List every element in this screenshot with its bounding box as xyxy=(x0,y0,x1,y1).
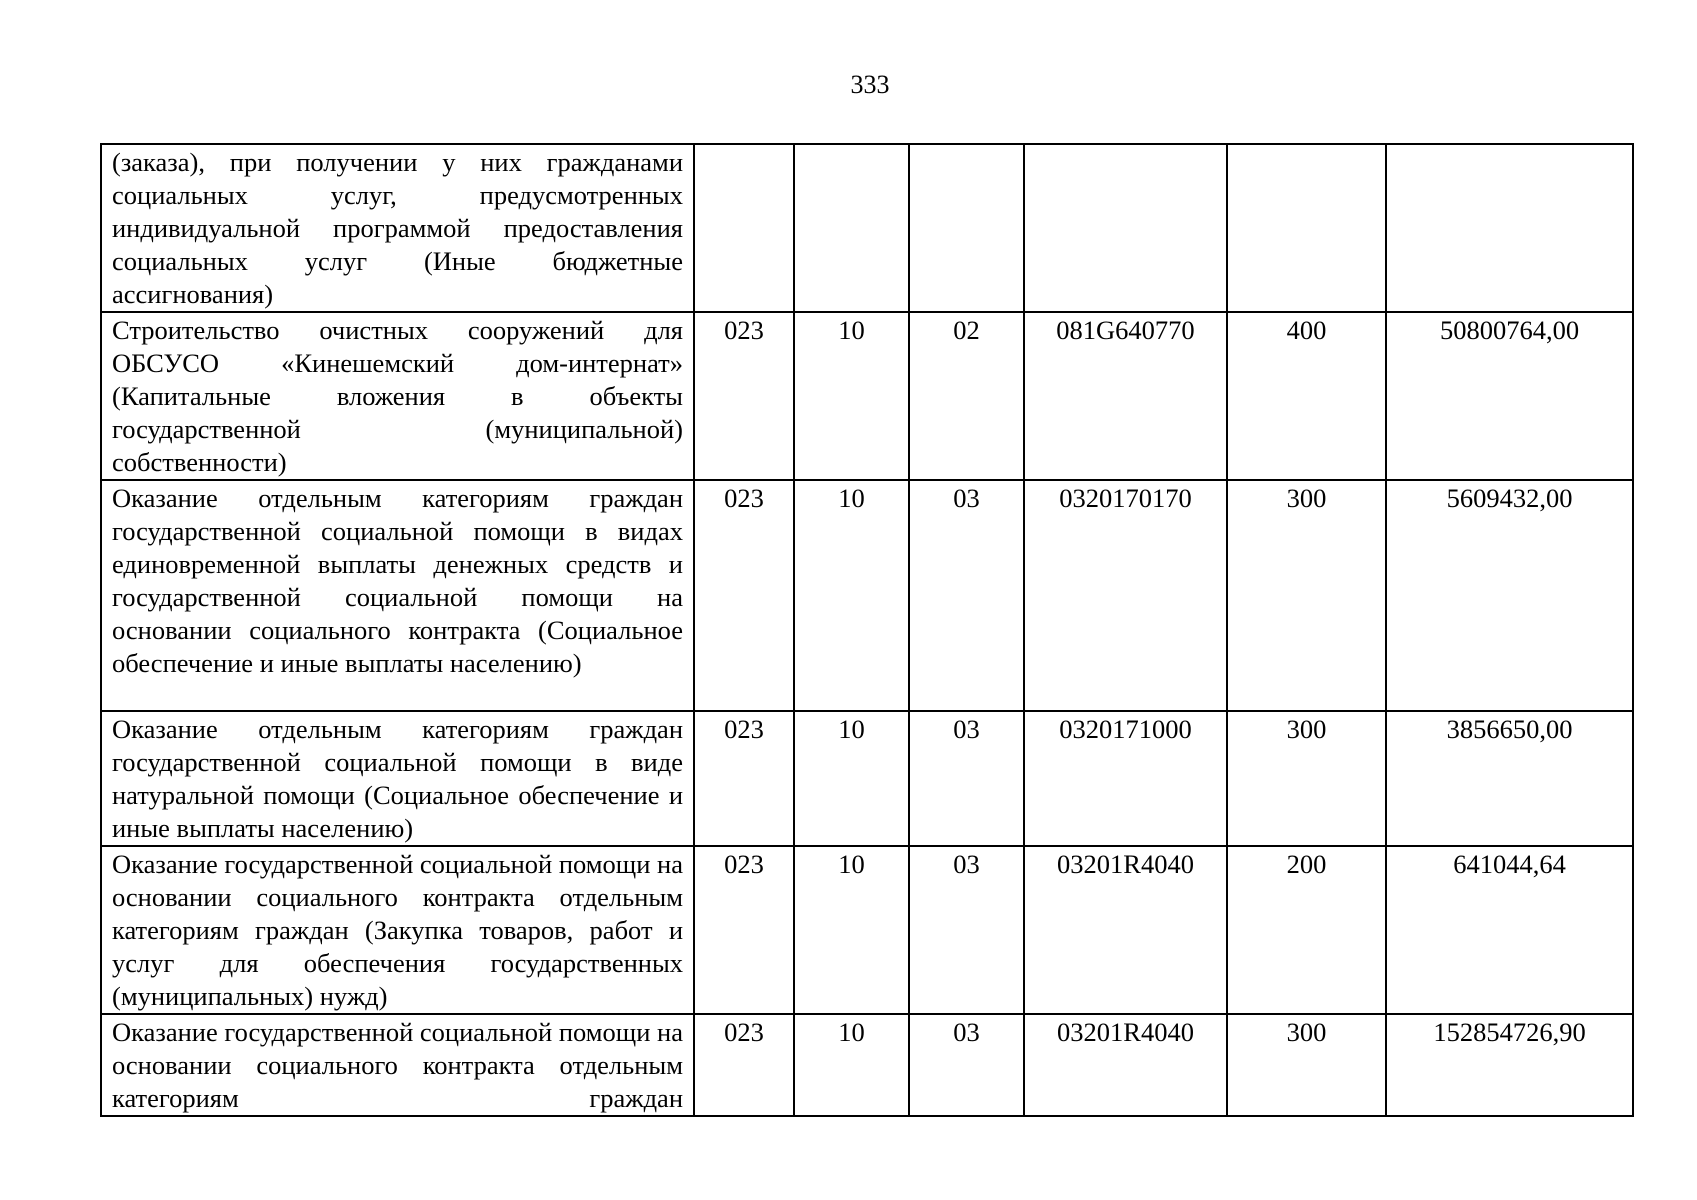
cell-sum: 641044,64 xyxy=(1386,846,1633,1014)
table-row xyxy=(101,480,1633,711)
cell-rz: 10 xyxy=(794,480,909,711)
cell-pr: 03 xyxy=(909,711,1024,846)
cell-csr: 0320170170 xyxy=(1024,480,1227,711)
table-row xyxy=(101,1014,1633,1116)
cell-ved: 023 xyxy=(694,846,794,1014)
cell-vr: 200 xyxy=(1227,846,1386,1014)
table-row xyxy=(101,144,1633,312)
budget-table xyxy=(100,143,1634,1117)
cell-description: Оказание отдельным категориям граждан государственной социальной помощи в виде натуральной помощи (Социальное обеспечение и иные выплаты населению) xyxy=(101,711,694,846)
cell-vr xyxy=(1227,144,1386,312)
cell-csr: 0320171000 xyxy=(1024,711,1227,846)
cell-pr: 02 xyxy=(909,312,1024,480)
cell-sum: 3856650,00 xyxy=(1386,711,1633,846)
cell-sum: 5609432,00 xyxy=(1386,480,1633,711)
cell-description: (заказа), при получении у них гражданами социальных услуг, предусмотренных индивидуальной программой предоставления социальных услуг (Иные бюджетные ассигнования) xyxy=(101,144,694,312)
cell-description: Строительство очистных сооружений для ОБСУСО «Кинешемский дом-интернат» (Капитальные вложения в объекты государственной (муниципальной) собственности) xyxy=(101,312,694,480)
cell-ved: 023 xyxy=(694,711,794,846)
cell-rz: 10 xyxy=(794,711,909,846)
cell-vr: 300 xyxy=(1227,1014,1386,1116)
cell-rz: 10 xyxy=(794,1014,909,1116)
table-row xyxy=(101,711,1633,846)
cell-description: Оказание отдельным категориям граждан государственной социальной помощи в видах единовременной выплаты денежных средств и государственной социальной помощи на основании социального контракта (Социальное обеспечение и иные выплаты населению) xyxy=(101,480,694,711)
cell-vr: 300 xyxy=(1227,480,1386,711)
cell-vr: 400 xyxy=(1227,312,1386,480)
cell-ved xyxy=(694,144,794,312)
cell-rz xyxy=(794,144,909,312)
cell-pr: 03 xyxy=(909,846,1024,1014)
table-row xyxy=(101,312,1633,480)
cell-description: Оказание государственной социальной помощи на основании социального контракта отдельным категориям граждан (Закупка товаров, работ и услуг для обеспечения государственных (муниципальных) нужд) xyxy=(101,846,694,1014)
cell-description: Оказание государственной социальной помощи на основании социального контракта отдельным категориям граждан xyxy=(101,1014,694,1116)
cell-csr: 081G640770 xyxy=(1024,312,1227,480)
cell-csr xyxy=(1024,144,1227,312)
cell-ved: 023 xyxy=(694,312,794,480)
cell-ved: 023 xyxy=(694,480,794,711)
cell-rz: 10 xyxy=(794,312,909,480)
cell-sum xyxy=(1386,144,1633,312)
cell-pr: 03 xyxy=(909,480,1024,711)
cell-pr: 03 xyxy=(909,1014,1024,1116)
cell-rz: 10 xyxy=(794,846,909,1014)
cell-csr: 03201R4040 xyxy=(1024,1014,1227,1116)
cell-sum: 152854726,90 xyxy=(1386,1014,1633,1116)
cell-pr xyxy=(909,144,1024,312)
cell-sum: 50800764,00 xyxy=(1386,312,1633,480)
table-row xyxy=(101,846,1633,1014)
cell-csr: 03201R4040 xyxy=(1024,846,1227,1014)
cell-ved: 023 xyxy=(694,1014,794,1116)
page-number: 333 xyxy=(850,70,890,99)
cell-vr: 300 xyxy=(1227,711,1386,846)
